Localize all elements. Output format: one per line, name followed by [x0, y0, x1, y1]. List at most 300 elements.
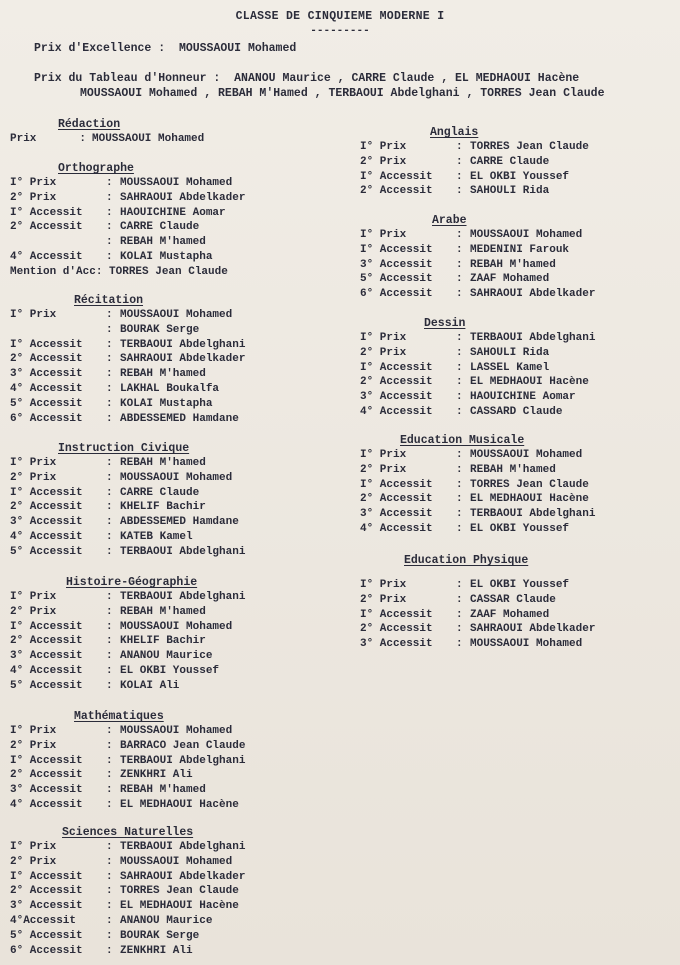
separator: :: [106, 206, 113, 219]
list-item: [10, 206, 245, 221]
section-education-physique: [360, 554, 595, 652]
student-name: CARRE Claude: [470, 155, 550, 168]
student-name: TORRES Jean Claude: [120, 885, 239, 898]
student-name: MOUSSAOUI Mohamed: [120, 725, 233, 737]
rank-label: 3° Accessit: [360, 638, 433, 651]
student-name: MOUSSAOUI Mohamed: [470, 229, 583, 241]
rank-label: I° Prix: [360, 449, 407, 461]
student-name: KOLAI Mustapha: [120, 397, 213, 410]
student-name: CASSARD Claude: [470, 405, 563, 418]
rank-label: I° Accessit: [10, 870, 83, 883]
rank-label: 4°Accessit: [10, 914, 77, 927]
list-item: [10, 338, 245, 353]
list-item: [10, 929, 245, 944]
student-name: MOUSSAOUI Mohamed: [120, 471, 233, 484]
separator: :: [106, 177, 113, 189]
separator: :: [456, 623, 463, 636]
list-item: [360, 507, 595, 522]
rank-label: 2° Accessit: [10, 769, 83, 782]
section-title: Rédaction: [58, 118, 121, 131]
section-sciences-naturelles: [10, 826, 245, 958]
student-name: BOURAK Serge: [120, 929, 200, 942]
student-name: ABDESSEMED Hamdane: [120, 412, 239, 425]
student-name: ZAAF Mohamed: [470, 608, 550, 621]
separator: :: [456, 493, 463, 506]
list-item: [360, 287, 595, 302]
rank-label: Prix: [10, 133, 37, 145]
rank-label: I° Accessit: [360, 478, 433, 491]
honneur-line-1: [34, 72, 579, 85]
section-title: Orthographe: [58, 162, 134, 175]
student-name: SAHRAOUI Abdelkader: [120, 191, 246, 204]
title-rule: ---------: [310, 25, 370, 37]
separator: :: [106, 486, 113, 499]
list-item: [360, 522, 595, 537]
section-redaction: [10, 118, 204, 147]
separator: :: [456, 273, 463, 286]
section-education-musicale: [360, 434, 595, 537]
separator: :: [456, 332, 463, 344]
list-item: [10, 397, 245, 412]
rank-label: 2° Prix: [10, 605, 57, 618]
student-name: KATEB Kamel: [120, 530, 193, 543]
rank-label: I° Prix: [10, 309, 57, 321]
student-name: CASSAR Claude: [470, 593, 556, 606]
list-item: [10, 456, 245, 471]
rows-orthographe: [10, 176, 245, 265]
student-name: BOURAK Serge: [120, 323, 200, 336]
rank-label: 2° Prix: [360, 346, 407, 359]
list-item: [360, 578, 595, 593]
student-name: TERBAOUI Abdelghani: [470, 332, 596, 344]
separator: :: [456, 376, 463, 389]
list-item: [10, 768, 245, 783]
rank-label: I° Prix: [10, 591, 57, 603]
list-item: [10, 783, 245, 798]
rank-label: 2° Accessit: [360, 185, 433, 198]
separator: :: [456, 449, 463, 461]
rank-label: [10, 235, 106, 250]
student-name: REBAH M'hamed: [120, 368, 206, 381]
rank-label: I° Accessit: [10, 206, 83, 219]
separator: :: [456, 522, 463, 535]
rank-label: 2° Accessit: [10, 635, 83, 648]
student-name: ZENKHRI Ali: [120, 769, 193, 782]
rank-label: 2° Prix: [360, 155, 407, 168]
separator: :: [106, 784, 113, 797]
section-title: Dessin: [424, 317, 466, 330]
list-item: [10, 220, 245, 235]
list-item: [10, 308, 245, 323]
rank-label: 3° Accessit: [360, 508, 433, 521]
rank-label: 5° Accessit: [10, 397, 83, 410]
list-item: [10, 798, 245, 813]
separator: :: [106, 591, 113, 603]
student-name: SAHRAOUI Abdelkader: [120, 353, 246, 366]
separator: :: [106, 501, 113, 514]
excellence-line: [34, 42, 296, 55]
separator: :: [456, 463, 463, 476]
separator: :: [456, 243, 463, 256]
rank-label: 5° Accessit: [10, 545, 83, 558]
separator: :: [106, 650, 113, 663]
student-name: MOUSSAOUI Mohamed: [92, 133, 205, 145]
list-item: [360, 243, 595, 258]
excellence-name: MOUSSAOUI Mohamed: [178, 42, 297, 55]
rank-label: I° Prix: [360, 229, 407, 241]
rank-label: 4° Accessit: [10, 798, 83, 811]
rank-label: 2° Prix: [10, 855, 57, 868]
list-item: [360, 637, 595, 652]
rank-label: 2° Accessit: [10, 501, 83, 514]
student-name: REBAH M'hamed: [120, 236, 206, 249]
separator: :: [456, 141, 463, 153]
separator: :: [106, 250, 113, 263]
student-name: TERBAOUI Abdelghani: [120, 754, 246, 767]
student-name: ANANOU Maurice: [120, 650, 213, 663]
student-name: REBAH M'hamed: [470, 463, 556, 476]
list-item: [10, 855, 245, 870]
list-item: [10, 739, 245, 754]
rank-label: I° Prix: [360, 579, 407, 591]
list-item: [10, 191, 245, 206]
rank-label: I° Prix: [10, 177, 57, 189]
separator: :: [106, 338, 113, 351]
separator: :: [106, 725, 113, 737]
section-histoire-geographie: [10, 576, 245, 694]
list-item: [10, 545, 245, 560]
list-item: [360, 155, 589, 170]
separator: :: [106, 457, 113, 469]
list-item: [10, 840, 245, 855]
list-item: [360, 331, 595, 346]
rank-label: I° Prix: [10, 457, 57, 469]
separator: :: [106, 605, 113, 618]
honneur-line-2: MOUSSAOUI Mohamed , REBAH M'Hamed , TERBAOUI Abdelghani , TORRES Jean Claude: [80, 87, 605, 100]
separator: :: [106, 191, 113, 204]
separator: :: [106, 471, 113, 484]
separator: :: [456, 258, 463, 271]
student-name: MOUSSAOUI Mohamed: [120, 620, 233, 633]
student-name: REBAH M'hamed: [120, 457, 206, 469]
rank-label: 3° Accessit: [10, 368, 83, 381]
separator: :: [106, 754, 113, 767]
student-name: EL OKBI Youssef: [470, 170, 570, 183]
student-name: LAKHAL Boukalfa: [120, 382, 220, 395]
list-item: [10, 500, 245, 515]
student-name: MOUSSAOUI Mohamed: [470, 638, 583, 651]
student-name: MOUSSAOUI Mohamed: [120, 855, 233, 868]
separator: :: [106, 900, 113, 913]
rank-label: 2° Prix: [360, 463, 407, 476]
separator: :: [106, 679, 113, 692]
rank-label: 6° Accessit: [10, 412, 83, 425]
separator: :: [106, 769, 113, 782]
separator: :: [106, 368, 113, 381]
rank-label: 2° Accessit: [360, 493, 433, 506]
student-name: TORRES Jean Claude: [470, 141, 589, 153]
separator: :: [456, 579, 463, 591]
student-name: MEDENINI Farouk: [470, 243, 570, 256]
rank-label: 5° Accessit: [10, 679, 83, 692]
student-name: EL MEDHAOUI Hacène: [470, 376, 589, 389]
list-item: [10, 884, 245, 899]
rank-label: 2° Accessit: [360, 376, 433, 389]
list-item: [10, 352, 245, 367]
rank-label: 2° Prix: [10, 739, 57, 752]
student-name: TERBAOUI Abdelghani: [120, 591, 246, 603]
student-name: ZENKHRI Ali: [120, 944, 193, 957]
separator: :: [456, 229, 463, 241]
list-item: [10, 412, 245, 427]
list-item: [360, 390, 595, 405]
student-name: MOUSSAOUI Mohamed: [120, 177, 233, 189]
student-name: TERBAOUI Abdelghani: [470, 508, 596, 521]
student-name: EL OKBI Youssef: [120, 664, 220, 677]
rank-label: 6° Accessit: [360, 288, 433, 301]
student-name: SAHOULI Rida: [470, 185, 550, 198]
list-item: [10, 870, 245, 885]
rank-label: 2° Accessit: [10, 221, 83, 234]
separator: :: [106, 221, 113, 234]
list-item: [10, 664, 245, 679]
list-item: [10, 132, 204, 147]
rank-label: 2° Accessit: [10, 353, 83, 366]
separator: :: [106, 914, 113, 927]
list-item: [10, 605, 245, 620]
section-title: Sciences Naturelles: [62, 826, 194, 839]
list-item: [360, 478, 595, 493]
student-name: ZAAF Mohamed: [470, 273, 550, 286]
rank-label: 3° Accessit: [10, 650, 83, 663]
list-item: [10, 367, 245, 382]
rank-label: 6° Accessit: [10, 944, 83, 957]
separator: :: [79, 133, 86, 145]
student-name: TORRES Jean Claude: [470, 478, 589, 491]
separator: :: [106, 620, 113, 633]
list-item: [10, 590, 245, 605]
rank-label: I° Prix: [360, 141, 407, 153]
rank-label: I° Accessit: [360, 170, 433, 183]
student-name: TERBAOUI Abdelghani: [120, 338, 246, 351]
student-name: KOLAI Mustapha: [120, 250, 213, 263]
student-name: CARRE Claude: [120, 221, 200, 234]
rank-label: I° Accessit: [10, 338, 83, 351]
list-item: [10, 914, 245, 929]
student-name: REBAH M'hamed: [120, 784, 206, 797]
separator: :: [456, 638, 463, 651]
student-name: TERBAOUI Abdelghani: [120, 545, 246, 558]
student-name: SAHOULI Rida: [470, 346, 550, 359]
rank-label: 4° Accessit: [10, 530, 83, 543]
list-item: [360, 593, 595, 608]
student-name: EL MEDHAOUI Hacène: [120, 900, 239, 913]
student-name: SAHRAOUI Abdelkader: [470, 623, 596, 636]
list-item: [10, 634, 245, 649]
spacer: [360, 568, 595, 578]
excellence-label: Prix d'Excellence :: [34, 42, 166, 55]
rank-label: 5° Accessit: [360, 273, 433, 286]
list-item: [10, 250, 245, 265]
separator: :: [456, 170, 463, 183]
rank-label: 4° Accessit: [10, 382, 83, 395]
student-name: SAHRAOUI Abdelkader: [470, 288, 596, 301]
student-name: BARRACO Jean Claude: [120, 739, 246, 752]
separator: :: [456, 478, 463, 491]
separator: :: [106, 739, 113, 752]
rank-label: I° Prix: [10, 725, 57, 737]
student-name: KOLAI Ali: [120, 679, 180, 692]
student-name: KHELIF Bachir: [120, 635, 206, 648]
section-title: Mathématiques: [74, 710, 164, 723]
rank-label: 3° Accessit: [360, 391, 433, 404]
page-title: CLASSE DE CINQUIEME MODERNE I: [235, 10, 445, 23]
student-name: MOUSSAOUI Mohamed: [470, 449, 583, 461]
section-title: Récitation: [74, 294, 144, 307]
list-item: [10, 649, 245, 664]
separator: :: [106, 236, 113, 249]
mention-accessit: Mention d'Acc: TORRES Jean Claude: [10, 265, 228, 278]
list-item: [360, 184, 589, 199]
list-item: [10, 679, 245, 694]
list-item: [10, 176, 245, 191]
rank-label: I° Prix: [10, 841, 57, 853]
rank-label: 4° Accessit: [10, 250, 83, 263]
separator: :: [456, 405, 463, 418]
list-item: [360, 608, 595, 623]
separator: :: [106, 855, 113, 868]
student-name: HAOUICHINE Aomar: [120, 206, 226, 219]
separator: :: [106, 664, 113, 677]
rank-label: 2° Accessit: [360, 623, 433, 636]
list-item: [10, 724, 245, 739]
rank-label: 3° Accessit: [10, 900, 83, 913]
student-name: ANANOU Maurice: [120, 914, 213, 927]
section-title: Arabe: [432, 214, 467, 227]
section-title: Education Physique: [404, 554, 529, 567]
student-name: SAHRAOUI Abdelkader: [120, 870, 246, 883]
list-item: [360, 622, 595, 637]
section-dessin: [360, 317, 595, 420]
section-title: Histoire-Géographie: [66, 576, 198, 589]
list-item: [10, 323, 245, 338]
rank-label: I° Accessit: [360, 243, 433, 256]
separator: :: [106, 885, 113, 898]
separator: :: [106, 635, 113, 648]
separator: :: [456, 346, 463, 359]
rank-label: 2° Accessit: [10, 885, 83, 898]
rank-label: I° Accessit: [10, 620, 83, 633]
separator: :: [106, 353, 113, 366]
list-item: [360, 405, 595, 420]
list-item: [10, 754, 245, 769]
rank-label: I° Accessit: [360, 361, 433, 374]
rank-label: I° Accessit: [10, 754, 83, 767]
rank-label: 2° Prix: [360, 593, 407, 606]
rank-label: 4° Accessit: [10, 664, 83, 677]
rank-label: 3° Accessit: [10, 784, 83, 797]
rank-label: 4° Accessit: [360, 405, 433, 418]
separator: :: [456, 593, 463, 606]
list-item: [10, 486, 245, 501]
list-item: [360, 346, 595, 361]
list-item: [10, 382, 245, 397]
separator: :: [456, 185, 463, 198]
separator: :: [456, 508, 463, 521]
student-name: CARRE Claude: [120, 486, 200, 499]
list-item: [360, 448, 595, 463]
list-item: [10, 944, 245, 959]
section-mathematiques: [10, 710, 245, 813]
separator: :: [456, 391, 463, 404]
list-item: [360, 272, 595, 287]
list-item: [10, 899, 245, 914]
honneur-names-1: ANANOU Maurice , CARRE Claude , EL MEDHAOUI Hacène: [234, 72, 580, 85]
student-name: MOUSSAOUI Mohamed: [120, 309, 233, 321]
rank-label: 2° Prix: [10, 471, 57, 484]
student-name: EL MEDHAOUI Hacène: [470, 493, 589, 506]
rank-label: 4° Accessit: [360, 522, 433, 535]
student-name: ABDESSEMED Hamdane: [120, 516, 239, 529]
list-item: [360, 375, 595, 390]
separator: :: [106, 545, 113, 558]
section-title: Instruction Civique: [58, 442, 190, 455]
list-item: [360, 463, 595, 478]
separator: :: [456, 155, 463, 168]
separator: :: [106, 929, 113, 942]
separator: :: [106, 397, 113, 410]
student-name: REBAH M'hamed: [470, 258, 556, 271]
section-anglais: [360, 126, 589, 199]
list-item: [10, 530, 245, 545]
list-item: [360, 170, 589, 185]
student-name: LASSEL Kamel: [470, 361, 550, 374]
section-title: Education Musicale: [400, 434, 525, 447]
separator: :: [456, 361, 463, 374]
separator: :: [106, 382, 113, 395]
rank-label: 3° Accessit: [10, 516, 83, 529]
rank-label: 2° Prix: [10, 191, 57, 204]
rank-label: 5° Accessit: [10, 929, 83, 942]
separator: :: [456, 608, 463, 621]
separator: :: [106, 309, 113, 321]
list-item: [10, 235, 245, 250]
separator: :: [106, 944, 113, 957]
list-item: [360, 258, 595, 273]
separator: :: [106, 323, 113, 336]
separator: :: [106, 530, 113, 543]
section-arabe: [360, 214, 595, 302]
student-name: EL OKBI Youssef: [470, 579, 570, 591]
list-item: [360, 492, 595, 507]
separator: :: [106, 412, 113, 425]
list-item: [10, 515, 245, 530]
rank-label: I° Prix: [360, 332, 407, 344]
list-item: [10, 471, 245, 486]
rank-label: I° Accessit: [360, 608, 433, 621]
section-recitation: [10, 294, 245, 426]
rank-label: [10, 323, 106, 338]
separator: :: [106, 516, 113, 529]
separator: :: [456, 288, 463, 301]
rank-label: I° Accessit: [10, 486, 83, 499]
list-item: [360, 361, 595, 376]
list-item: [10, 620, 245, 635]
student-name: REBAH M'hamed: [120, 605, 206, 618]
honneur-label: Prix du Tableau d'Honneur :: [34, 72, 221, 85]
section-orthographe: [10, 162, 245, 280]
separator: :: [106, 798, 113, 811]
